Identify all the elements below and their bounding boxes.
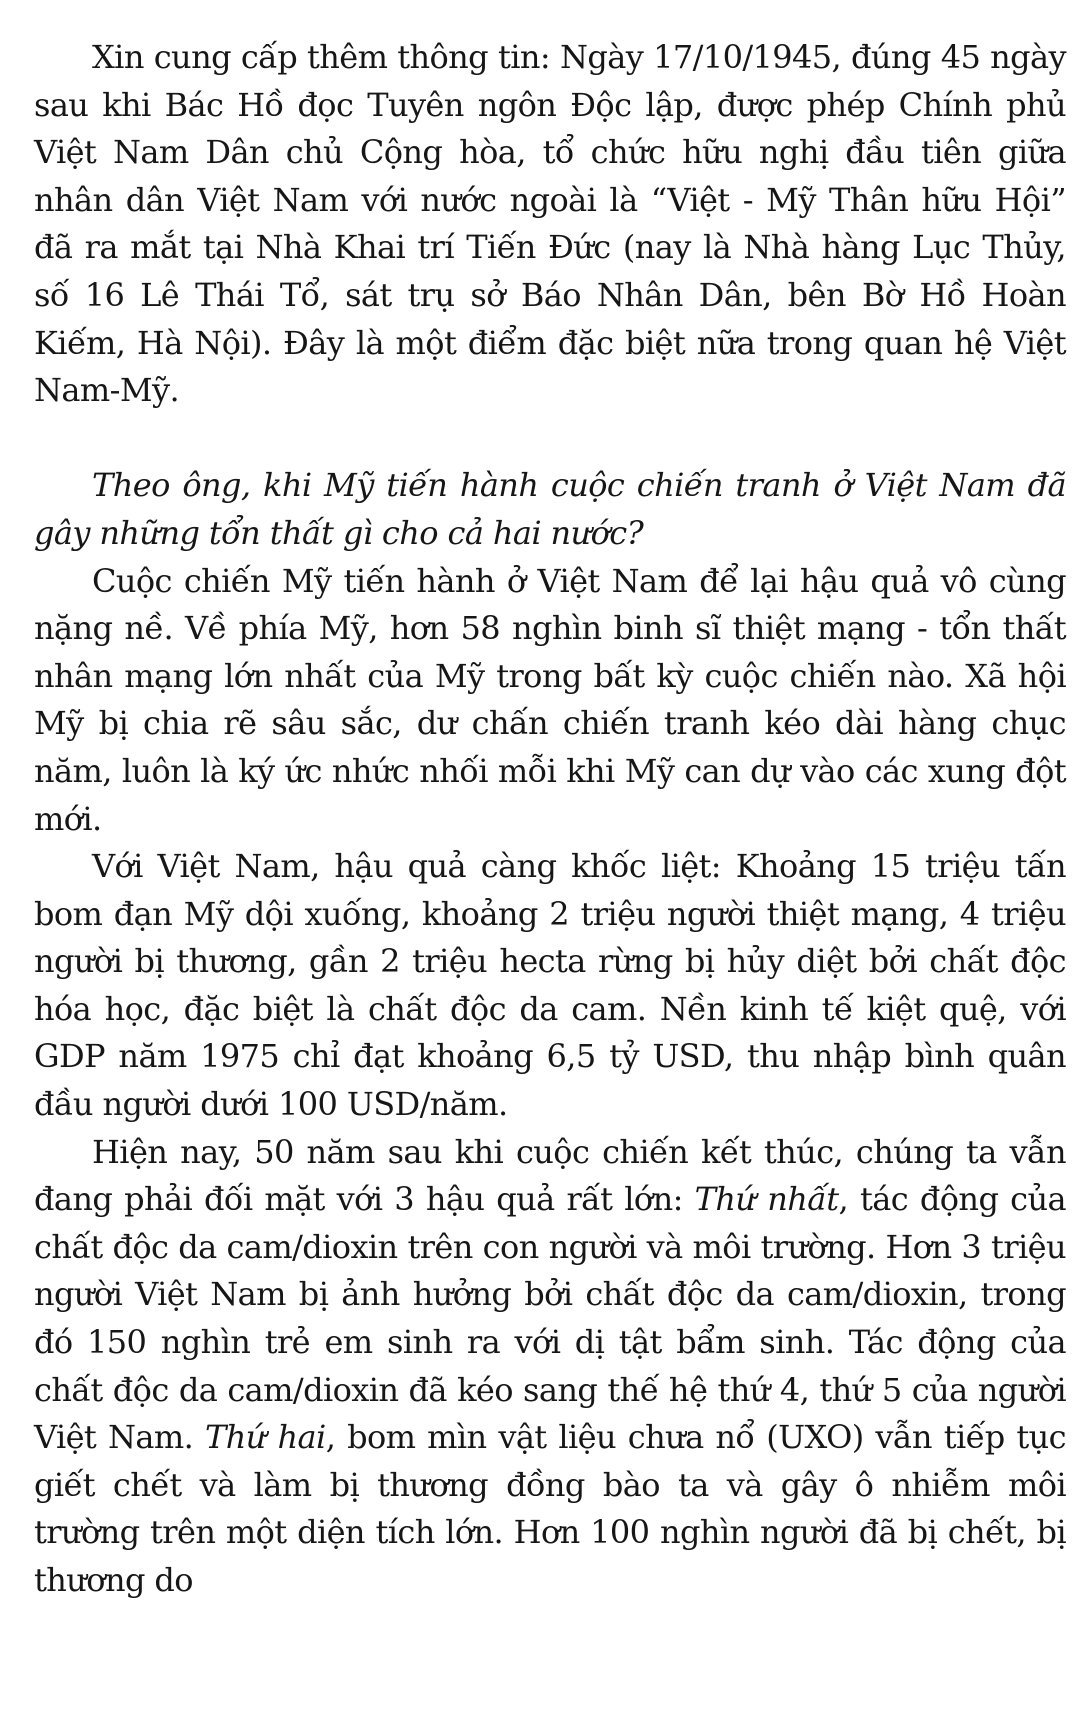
paragraph-gap bbox=[34, 415, 1066, 463]
emphasis-second: Thứ hai bbox=[204, 1418, 326, 1457]
text-segment: Hiện nay, 50 năm sau khi cuộc chiến kết thúc, chúng ta vẫn đang phải đối mặt với 3 hậu quả rất lớn: bbox=[34, 1132, 1066, 1219]
text-segment: , tác động của chất độc da cam/dioxin trên con người và môi trường. Hơn 3 triệu người Việt Nam bị ảnh hưởng bởi chất độc da cam/dioxin, trong đó 150 nghìn trẻ em sinh ra với dị tật bẩm sinh. Tác động của chất độc da cam/dioxin đã kéo sang thế hệ thứ 4, thứ 5 của người Việt Nam. bbox=[34, 1180, 1066, 1457]
text-segment: , bom mìn vật liệu chưa nổ (UXO) vẫn tiếp tục giết chết và làm bị thương đồng bào ta và gây ô nhiễm môi trường trên một diện tích lớn. Hơn 100 nghìn người đã bị chết, bị thương do bbox=[34, 1418, 1066, 1599]
document-page bbox=[34, 34, 1066, 1605]
paragraph-vietnam-losses: Với Việt Nam, hậu quả càng khốc liệt: Khoảng 15 triệu tấn bom đạn Mỹ dội xuống, khoảng 2 triệu người thiệt mạng, 4 triệu người bị thương, gần 2 triệu hecta rừng bị hủy diệt bởi chất độc hóa học, đặc biệt là chất độc da cam. Nền kinh tế kiệt quệ, với GDP năm 1975 chỉ đạt khoảng 6,5 tỷ USD, thu nhập bình quân đầu người dưới 100 USD/năm. bbox=[34, 847, 1066, 1124]
paragraph-current-consequences bbox=[34, 1129, 1066, 1605]
emphasis-first: Thứ nhất bbox=[694, 1180, 839, 1219]
paragraph-info: Xin cung cấp thêm thông tin: Ngày 17/10/1945, đúng 45 ngày sau khi Bác Hồ đọc Tuyên ngôn Độc lập, được phép Chính phủ Việt Nam Dân chủ Cộng hòa, tổ chức hữu nghị đầu tiên giữa nhân dân Việt Nam với nước ngoài là “Việt - Mỹ Thân hữu Hội” đã ra mắt tại Nhà Khai trí Tiến Đức (nay là Nhà hàng Lục Thủy, số 16 Lê Thái Tổ, sát trụ sở Báo Nhân Dân, bên Bờ Hồ Hoàn Kiếm, Hà Nội). Đây là một điểm đặc biệt nữa trong quan hệ Việt Nam-Mỹ. bbox=[34, 38, 1066, 410]
paragraph-us-losses: Cuộc chiến Mỹ tiến hành ở Việt Nam để lại hậu quả vô cùng nặng nề. Về phía Mỹ, hơn 58 nghìn binh sĩ thiệt mạng - tổn thất nhân mạng lớn nhất của Mỹ trong bất kỳ cuộc chiến nào. Xã hội Mỹ bị chia rẽ sâu sắc, dư chấn chiến tranh kéo dài hàng chục năm, luôn là ký ức nhức nhối mỗi khi Mỹ can dự vào các xung đột mới. bbox=[34, 561, 1066, 838]
interview-question: Theo ông, khi Mỹ tiến hành cuộc chiến tranh ở Việt Nam đã gây những tổn thất gì cho cả hai nước? bbox=[34, 466, 1066, 552]
